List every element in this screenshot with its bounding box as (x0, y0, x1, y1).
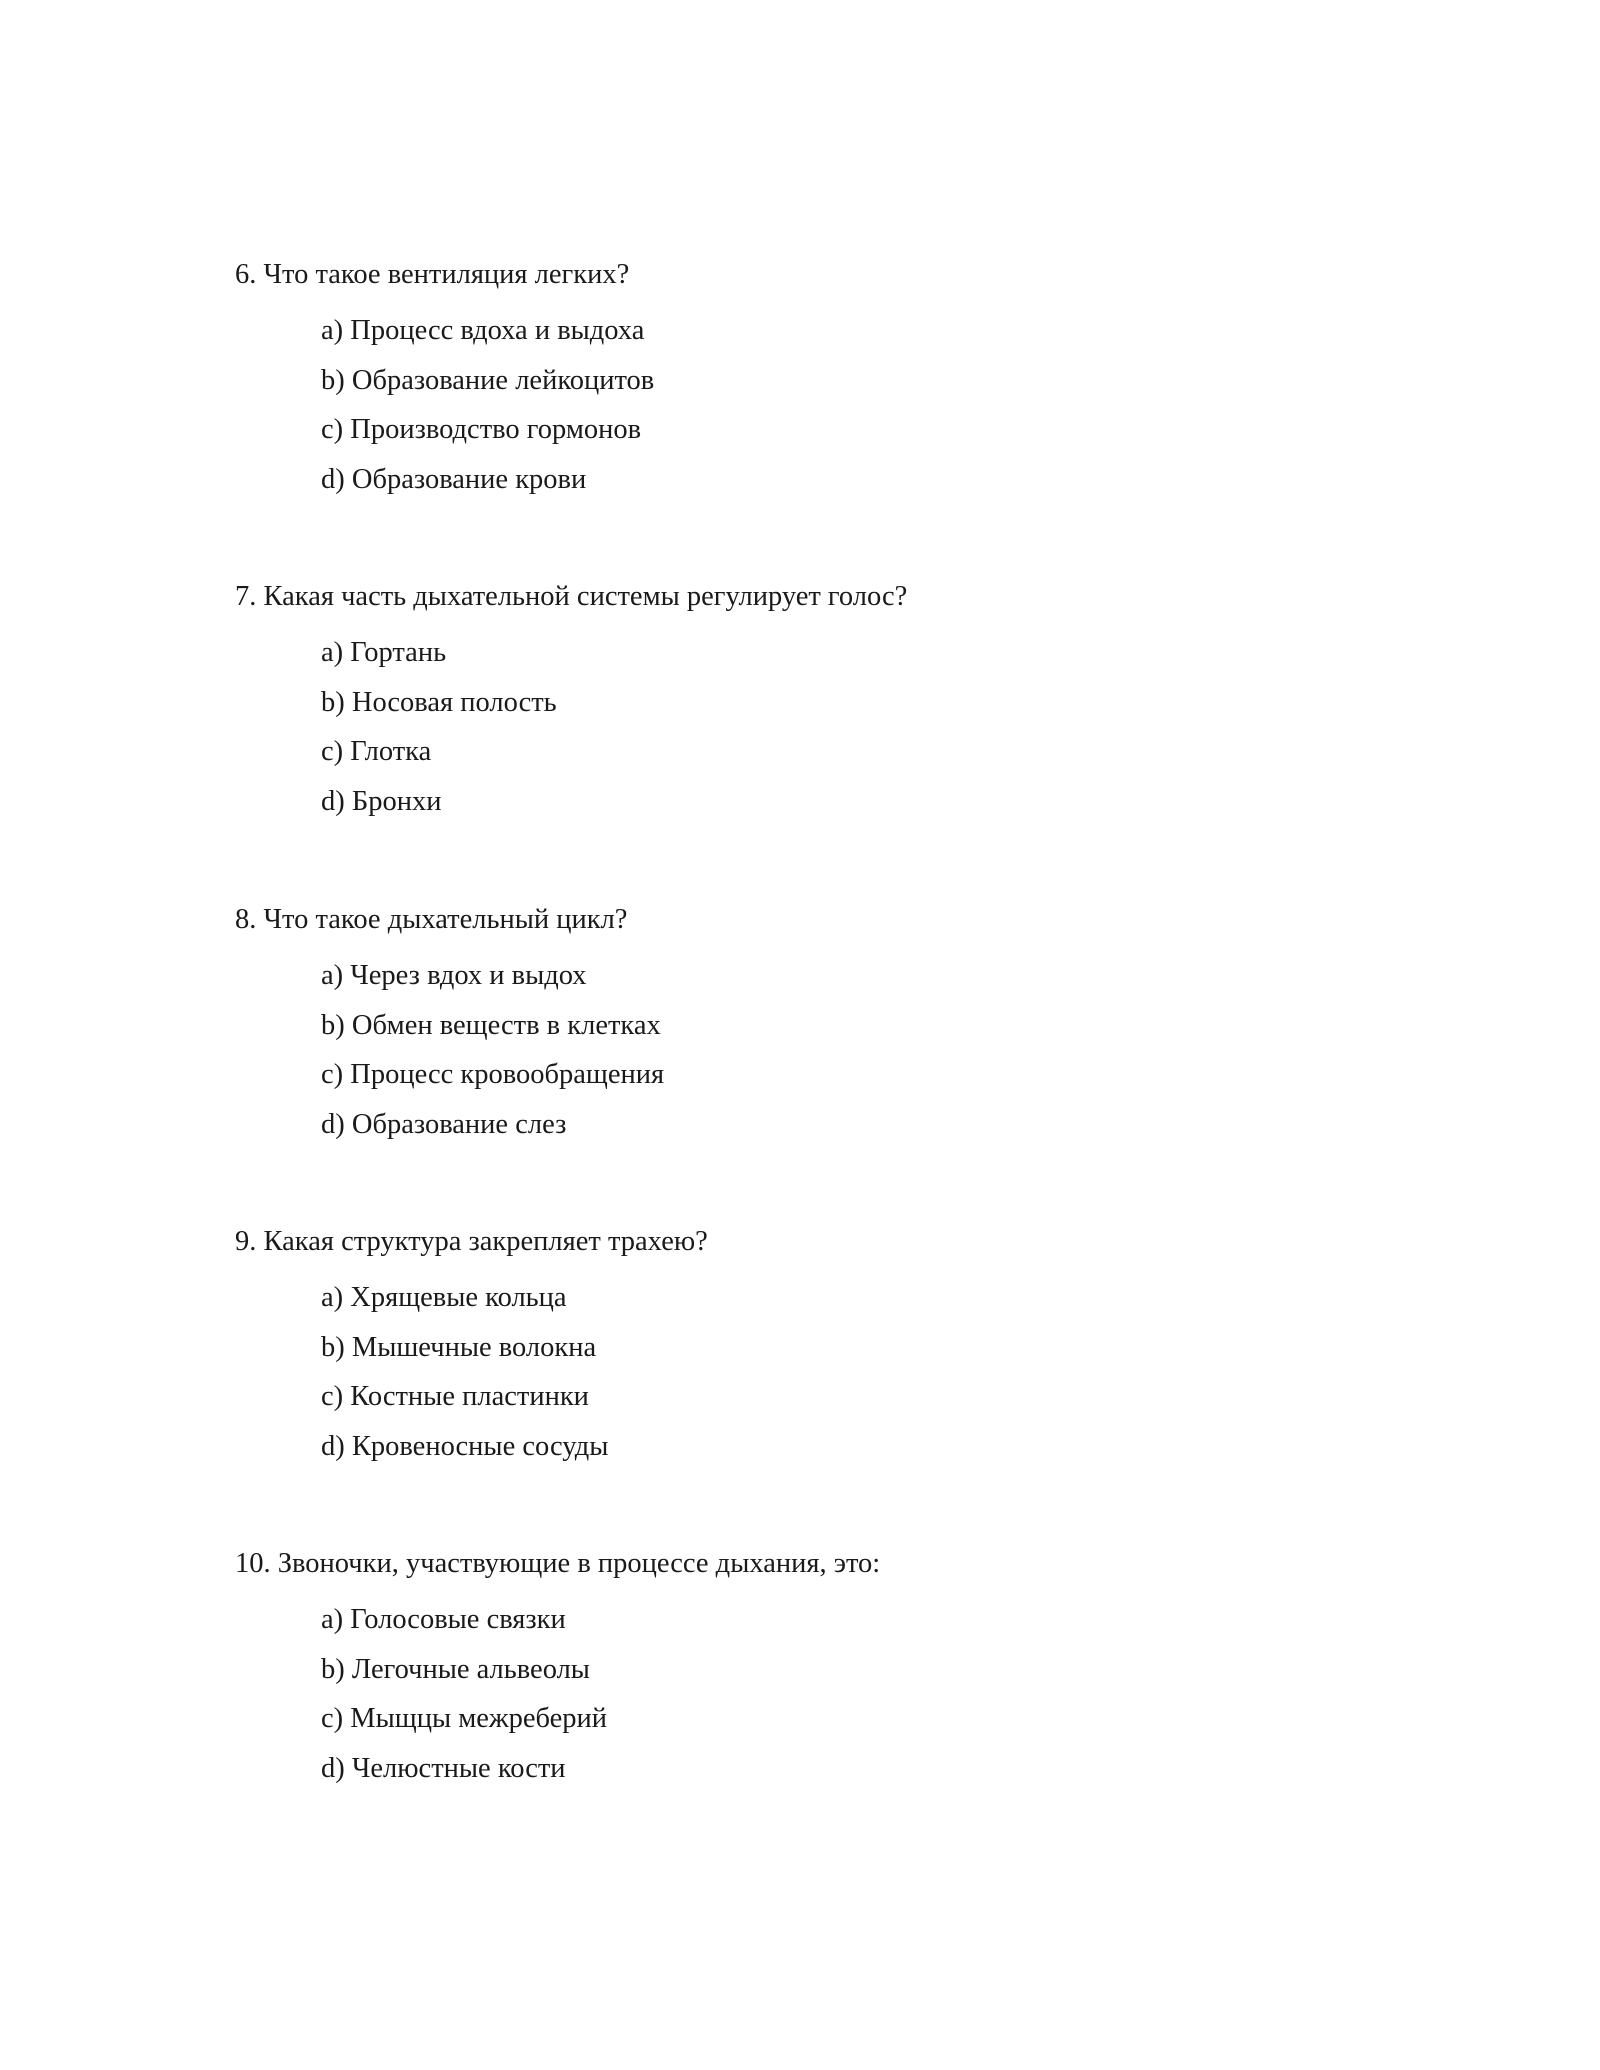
option-c: c) Процесс кровообращения (321, 1059, 665, 1090)
answer-options (321, 1281, 1435, 1479)
option-d: d) Образование крови (321, 463, 587, 495)
option-b: b) Обмен веществ в клетках (321, 1009, 661, 1041)
option-d: d) Челюстные кости (321, 1752, 566, 1784)
option-c: c) Костные пластинки (321, 1381, 589, 1412)
option-d: d) Образование слез (321, 1108, 567, 1140)
option-d: d) Кровеносные сосуды (321, 1430, 609, 1462)
answer-options (321, 314, 1435, 512)
question-text: 9. Какая структура закрепляет трахею? (235, 1226, 708, 1257)
question-10 (235, 1547, 1435, 1801)
option-d: d) Бронхи (321, 785, 442, 817)
question-text: 8. Что такое дыхательный цикл? (235, 904, 628, 935)
question-text: 7. Какая часть дыхательной системы регулирует голос? (235, 581, 908, 612)
question-text: 6. Что такое вентиляция легких? (235, 259, 630, 290)
option-a: a) Гортань (321, 637, 447, 668)
answer-options (321, 636, 1435, 834)
option-c: c) Глотка (321, 736, 432, 767)
answer-options (321, 959, 1435, 1157)
option-b: b) Мышечные волокна (321, 1331, 597, 1363)
question-7 (235, 580, 1435, 834)
question-9 (235, 1225, 1435, 1479)
answer-options (321, 1603, 1435, 1801)
option-b: b) Образование лейкоцитов (321, 364, 655, 396)
option-a: a) Хрящевые кольца (321, 1282, 567, 1313)
option-b: b) Легочные альвеолы (321, 1653, 590, 1685)
question-8 (235, 903, 1435, 1157)
option-a: a) Голосовые связки (321, 1604, 566, 1635)
question-6 (235, 258, 1435, 512)
option-c: c) Мыщцы межреберий (321, 1703, 608, 1734)
question-text: 10. Звоночки, участвующие в процессе дыхания, это: (235, 1548, 881, 1579)
option-a: a) Через вдох и выдох (321, 960, 587, 991)
option-c: c) Производство гормонов (321, 414, 642, 445)
option-a: a) Процесс вдоха и выдоха (321, 315, 645, 346)
option-b: b) Носовая полость (321, 686, 557, 718)
